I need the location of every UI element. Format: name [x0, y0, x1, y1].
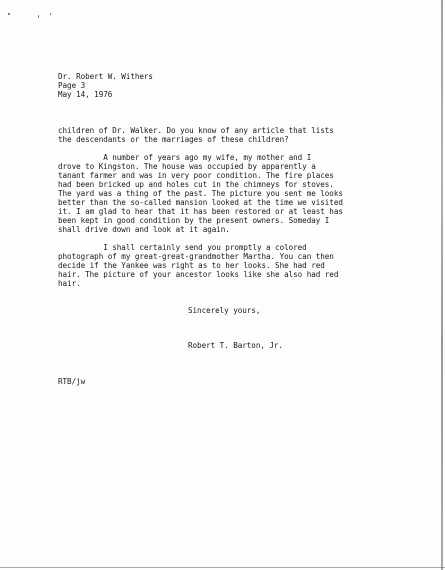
scan-speck [8, 13, 10, 15]
page-edge-right [441, 0, 443, 570]
body-line: hair. The picture of your ancestor looks like she also had red [58, 270, 339, 279]
body-line: A number of years ago my wife, my mother and I [58, 153, 312, 162]
signer-name: Robert T. Barton, Jr. [188, 341, 283, 350]
recipient-name: Dr. Robert W. Withers [58, 72, 153, 81]
body-line: shall drive down and look at it again. [58, 225, 230, 234]
body-line: hair. [58, 279, 81, 288]
body-line: The yard was a thing of the past. The picture you sent me looks [58, 189, 343, 198]
page-edge-bottom [0, 567, 445, 568]
body-line: decide if the Yankee was right as to her looks. She had red [58, 261, 325, 270]
closing-salutation: Sincerely yours, [188, 306, 261, 315]
scan-speck [38, 15, 39, 18]
body-line: the descendants or the marriages of these children? [58, 135, 289, 144]
body-line: photograph of my great-great-grandmother Martha. You can then [58, 252, 334, 261]
body-line: it. I am glad to hear that it has been restored or at least has [58, 207, 343, 216]
page-number: Page 3 [58, 81, 86, 90]
letter-date: May 14, 1976 [58, 90, 113, 99]
scan-speck [50, 13, 51, 15]
body-line: drove to Kingston. The house was occupied by apparently a [58, 162, 316, 171]
body-line: tanant farmer and was in very poor condition. The fire places [58, 171, 334, 180]
body-line: been kept in good condition by the present owners. Someday I [58, 216, 330, 225]
body-line: better than the so-called mansion looked at the time we visited [58, 198, 343, 207]
body-line: had been bricked up and holes cut in the chimneys for stoves. [58, 180, 334, 189]
body-line: children of Dr. Walker. Do you know of any article that lists [58, 126, 334, 135]
body-line: I shall certainly send you promptly a colored [58, 243, 307, 252]
typist-initials: RTB/jw [58, 377, 86, 386]
